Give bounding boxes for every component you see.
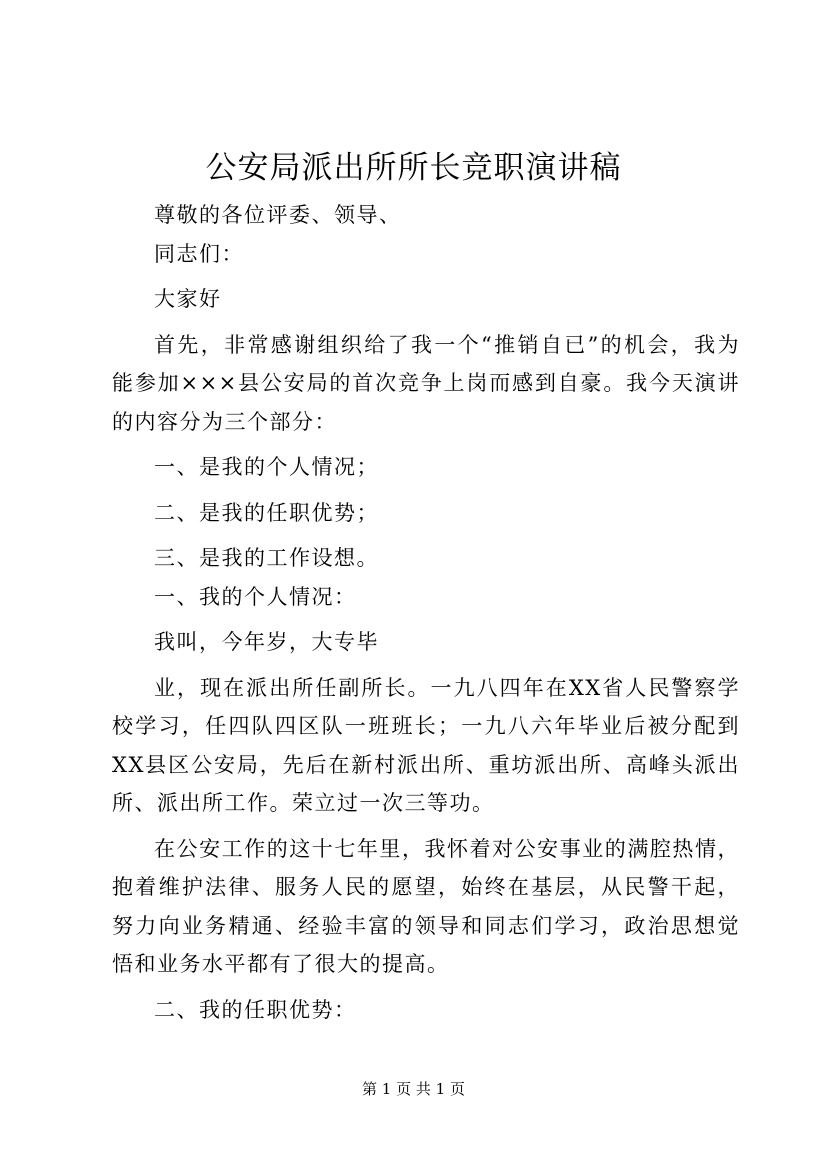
paragraph-outline-2: 二、是我的任职优势；: [154, 500, 379, 525]
section-heading-personal: 一、我的个人情况：: [154, 584, 357, 609]
paragraph-salutation: 尊敬的各位评委、领导、: [154, 203, 402, 227]
paragraph-intro: 首先，非常感谢组织给了我一个“推销自已”的机会，我为能参加×××县公安局的首次竞争上岗而感到自豪。我今天演讲的内容分为三个部分：: [112, 332, 740, 434]
paragraph-career: 业，现在派出所任副所长。一九八四年在XX省人民警察学校学习，任四队四区队一班班长；一九八六年毕业后被分配到XX县区公安局，先后在新村派出所、重坊派出所、高峰头派出所、派出所工作。荣立过一次三等功。: [112, 675, 740, 815]
document-body: [112, 196, 740, 1029]
page-footer: 第 1 页 共 1 页: [362, 1080, 465, 1098]
paragraph-greeting: 大家好: [154, 287, 222, 311]
paragraph-self-intro: 我叫，今年岁，大专毕: [154, 630, 379, 654]
paragraph-outline-3: 三、是我的工作设想。: [154, 546, 379, 570]
paragraph-outline-1: 一、是我的个人情况；: [154, 455, 379, 479]
section-heading-strengths: 二、我的任职优势：: [154, 997, 357, 1022]
paragraph-experience: 在公安工作的这十七年里，我怀着对公安事业的满腔热情，抱着维护法律、服务人民的愿望，始终在基层，从民警干起，努力向业务精通、经验丰富的领导和同志们学习，政治思想觉悟和业务水平都有了很大的提高。: [112, 836, 740, 976]
document-title: 公安局派出所所长竞职演讲稿: [205, 150, 622, 186]
paragraph-comrades: 同志们：: [154, 241, 244, 266]
